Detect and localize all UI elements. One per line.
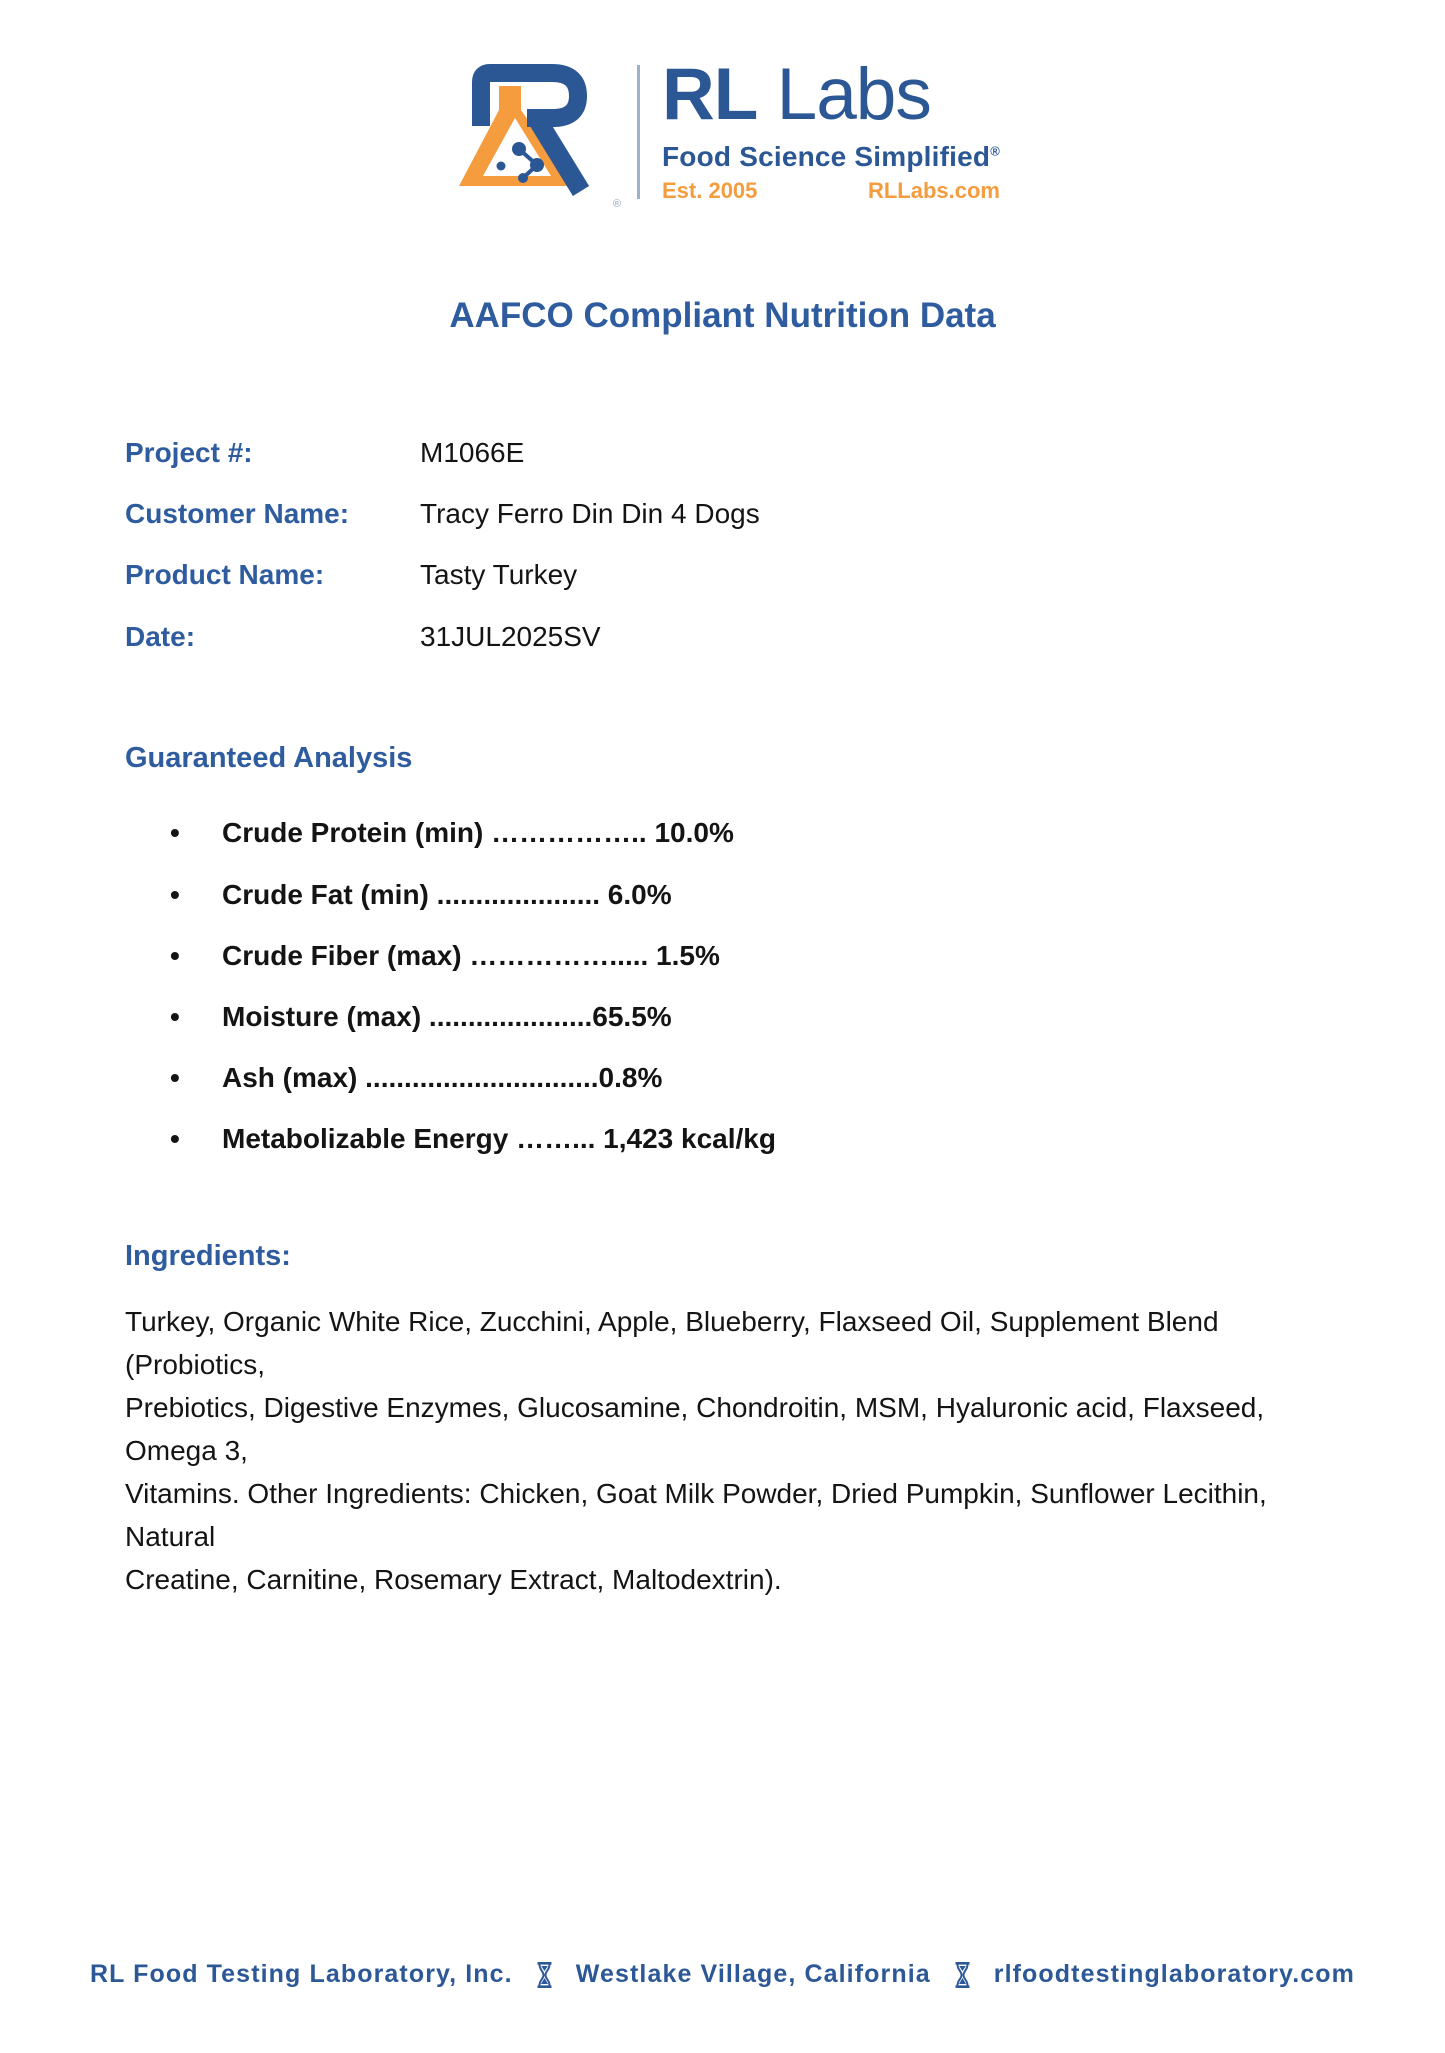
field-value: Tracy Ferro Din Din 4 Dogs (420, 498, 760, 530)
field-label: Product Name: (125, 559, 325, 591)
list-item (125, 1001, 1335, 1033)
ingredients-line: Vitamins. Other Ingredients: Chicken, Goat Milk Powder, Dried Pumpkin, Sunflower Lecithin, Natural (125, 1478, 1267, 1553)
field-value: 31JUL2025SV (420, 620, 601, 652)
meta-fields (125, 437, 760, 682)
field-row-date (125, 621, 760, 653)
ingredients-line: Prebiotics, Digestive Enzymes, Glucosamine, Chondroitin, MSM, Hyaluronic acid, Flaxseed, Omega 3, (125, 1392, 1265, 1467)
hourglass-icon (953, 1961, 972, 1989)
footer-location: Westlake Village, California (575, 1960, 931, 1988)
bullet-icon: • (170, 1000, 180, 1032)
guaranteed-analysis-list (125, 817, 1335, 1155)
field-value: Tasty Turkey (420, 559, 578, 591)
brand-name (662, 53, 1000, 135)
flask-r-icon (445, 52, 621, 212)
list-item (125, 879, 1335, 911)
registered-mark: ® (990, 143, 1000, 159)
brand-name-rl: RL (662, 53, 758, 135)
ingredients-line: Turkey, Organic White Rice, Zucchini, Apple, Blueberry, Flaxseed Oil, Supplement Blend (Probiotics, (125, 1306, 1219, 1381)
bullet-icon: • (170, 878, 180, 910)
field-value: M1066E (420, 437, 525, 468)
brand-name-labs: Labs (776, 53, 931, 135)
page-title: AAFCO Compliant Nutrition Data (449, 296, 996, 335)
analysis-text: Crude Protein (min) …………….. 10.0% (222, 817, 734, 849)
list-item (125, 940, 1335, 972)
hourglass-icon (535, 1961, 554, 1989)
brand-website: RLLabs.com (867, 178, 1000, 204)
list-item (125, 1062, 1335, 1094)
ingredients-paragraph (125, 1300, 1340, 1601)
bullet-icon: • (170, 817, 180, 849)
brand-tagline: Food Science Simplified® (662, 141, 1000, 173)
brand-divider (637, 65, 640, 199)
logo (0, 52, 1445, 212)
guaranteed-analysis-heading: Guaranteed Analysis (125, 742, 413, 774)
analysis-text: Crude Fat (min) ..................... 6.0% (222, 878, 672, 910)
field-row-project (125, 437, 760, 469)
analysis-text: Crude Fiber (max) ……………..... 1.5% (222, 939, 720, 971)
ingredients-line: Creatine, Carnitine, Rosemary Extract, Maltodextrin). (125, 1564, 782, 1596)
bullet-icon: • (170, 1062, 180, 1094)
field-label: Date: (125, 620, 196, 652)
field-row-customer (125, 498, 760, 530)
page-footer (0, 1960, 1445, 1989)
analysis-text: Ash (max) ..............................0.8% (222, 1062, 663, 1094)
guaranteed-analysis-section (125, 742, 1335, 1184)
ingredients-heading: Ingredients: (125, 1240, 291, 1272)
list-item (125, 817, 1335, 849)
list-item (125, 1123, 1335, 1155)
analysis-text: Moisture (max) .....................65.5% (222, 1000, 672, 1032)
brand-established: Est. 2005 (662, 178, 758, 204)
registered-mark: ® (612, 198, 621, 210)
bullet-icon: • (170, 1123, 180, 1155)
analysis-text: Metabolizable Energy ……... 1,423 kcal/kg (222, 1123, 776, 1155)
field-label: Customer Name: (125, 498, 350, 530)
bullet-icon: • (170, 939, 180, 971)
field-label: Project #: (125, 437, 253, 468)
footer-company: RL Food Testing Laboratory, Inc. (90, 1960, 513, 1988)
field-row-product (125, 559, 760, 591)
footer-website-link[interactable]: rlfoodtestinglaboratory.com (993, 1960, 1355, 1988)
ingredients-section (125, 1240, 1340, 1601)
